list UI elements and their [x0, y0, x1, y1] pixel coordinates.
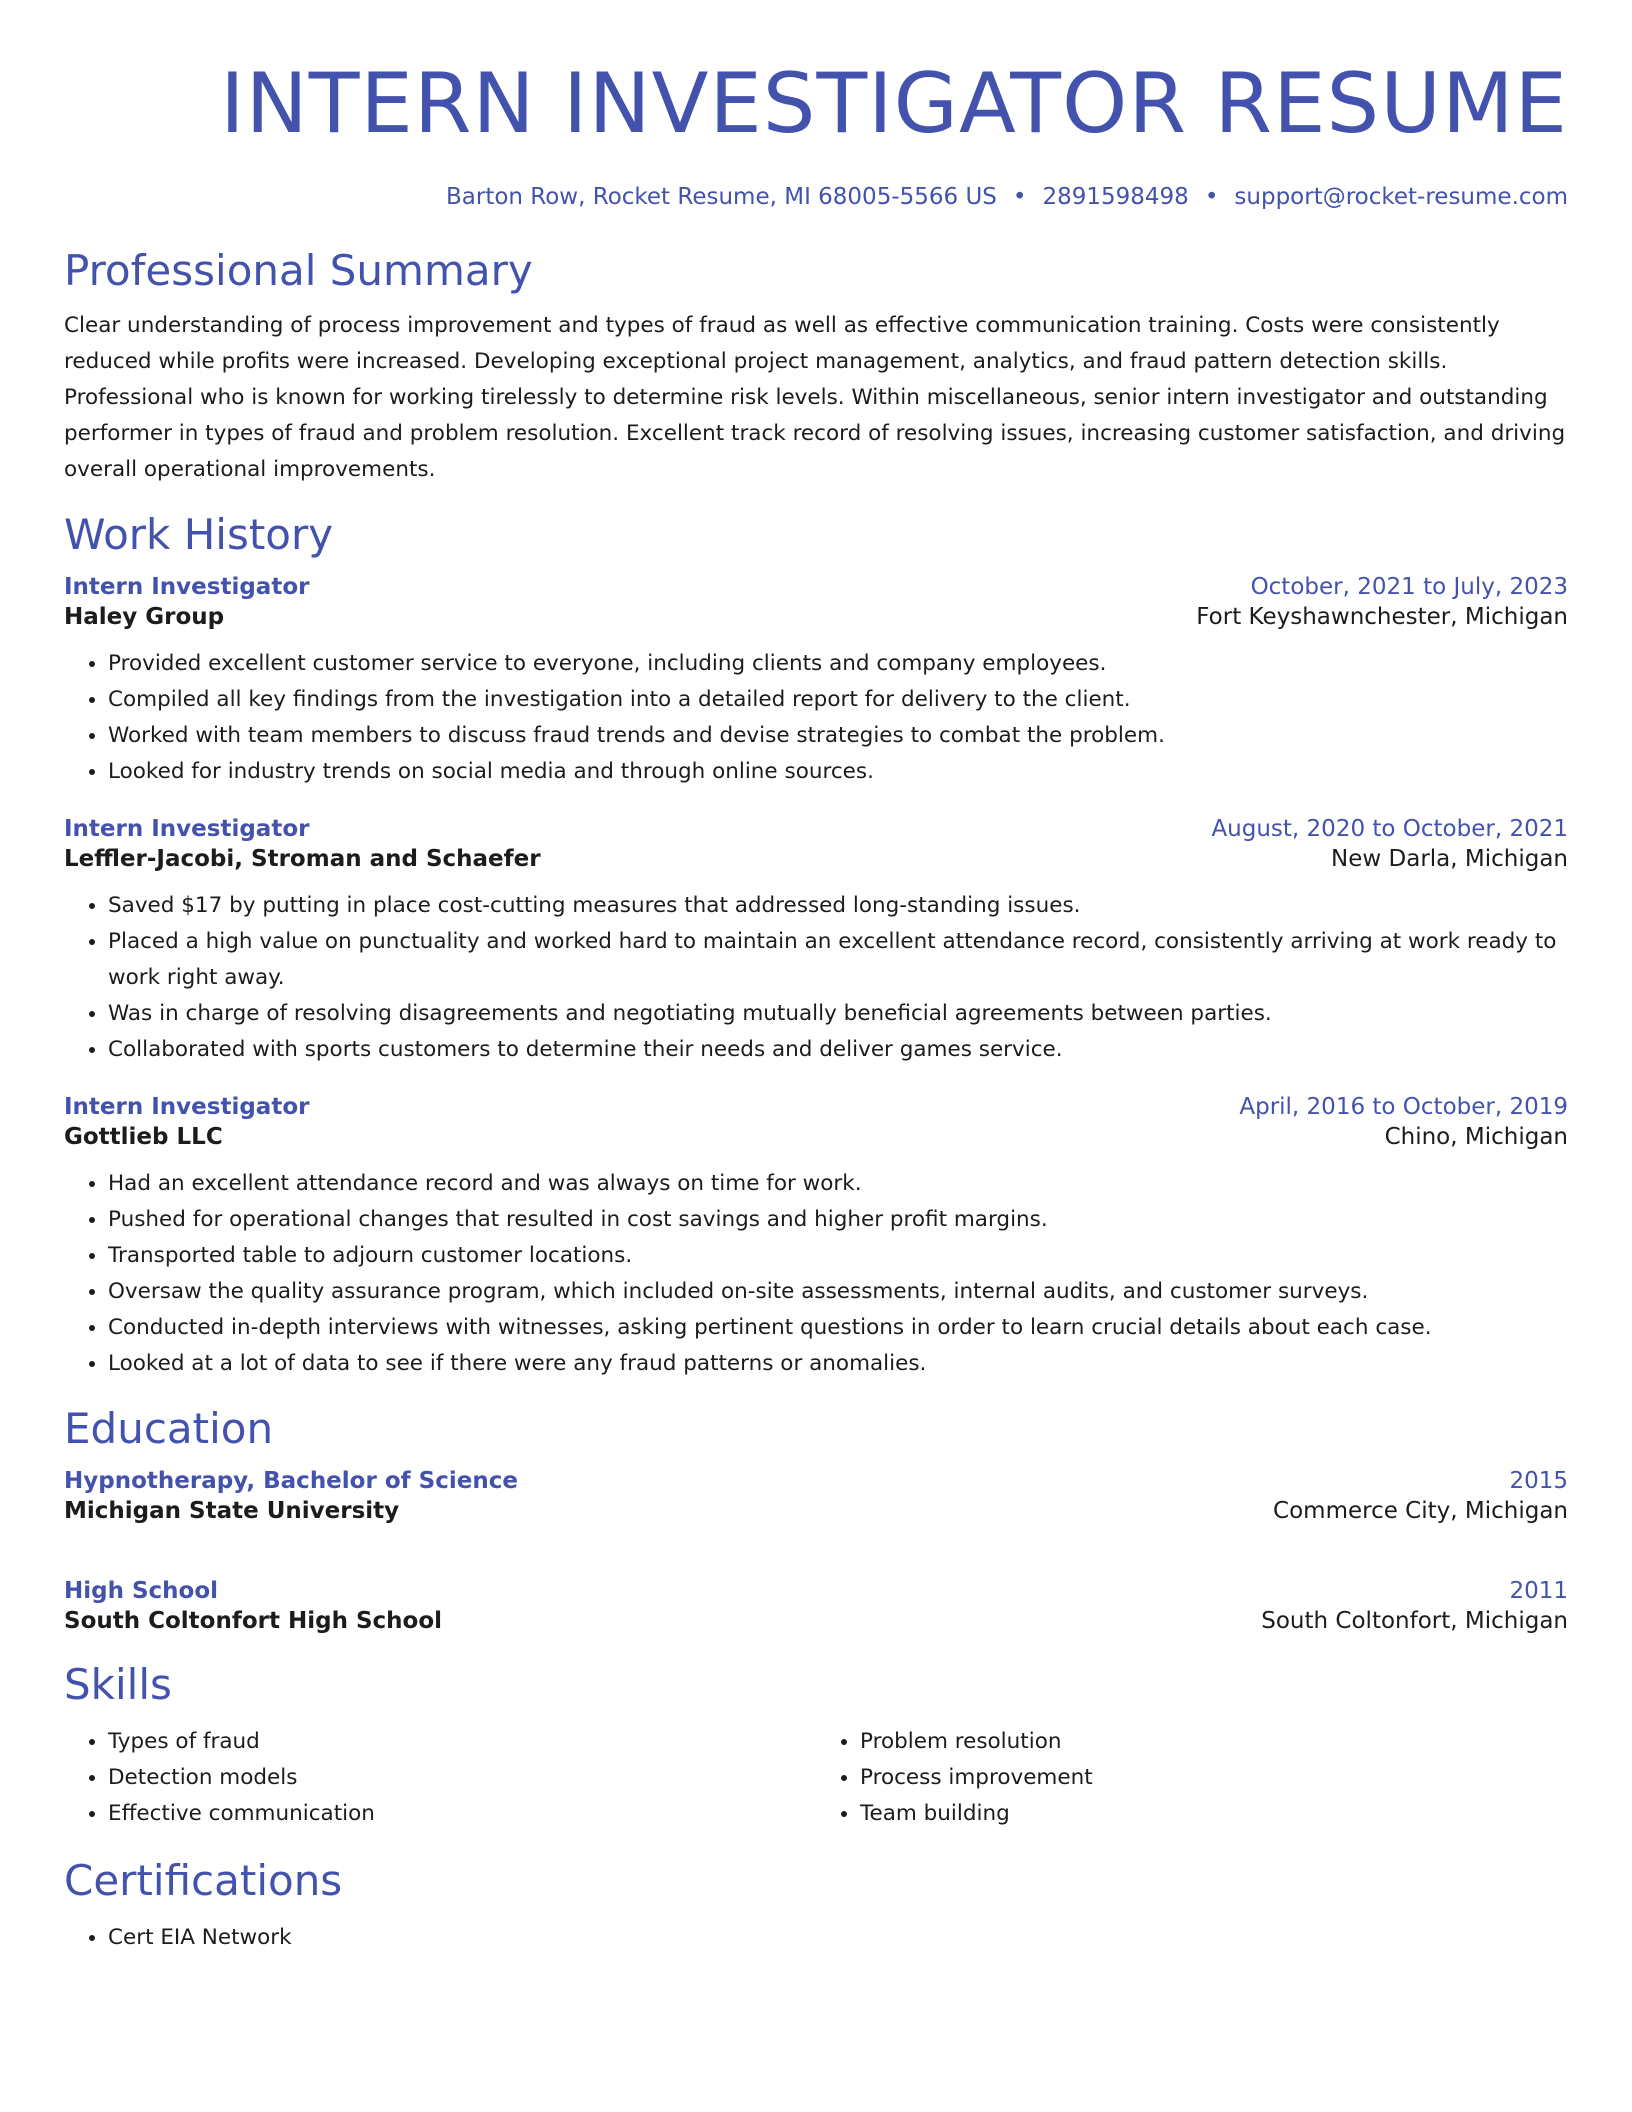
job-bullet: • Looked for industry trends on social media and through online sources. — [108, 754, 1568, 790]
job-company: Leffler-Jacobi, Stroman and Schaefer — [64, 846, 541, 872]
skill-item: • Types of fraud — [108, 1724, 816, 1760]
job-header-row — [64, 572, 1568, 602]
job-title: Intern Investigator — [64, 1094, 310, 1120]
education-header-row — [64, 1466, 1568, 1496]
job-bullet: • Looked at a lot of data to see if there were any fraud patterns or anomalies. — [108, 1346, 1568, 1382]
job-bullets — [64, 646, 1568, 790]
job-entry — [64, 814, 1568, 1068]
job-company: Gottlieb LLC — [64, 1124, 223, 1150]
job-bullet: • Was in charge of resolving disagreements and negotiating mutually beneficial agreements between parties. — [108, 996, 1568, 1032]
job-company-row — [64, 602, 1568, 632]
education-school-row — [64, 1606, 1568, 1636]
skill-item: • Process improvement — [860, 1760, 1568, 1796]
job-entry — [64, 572, 1568, 790]
job-bullet: • Pushed for operational changes that resulted in cost savings and higher profit margins. — [108, 1202, 1568, 1238]
job-location: Chino, Michigan — [1384, 1124, 1568, 1150]
job-bullet: • Conducted in-depth interviews with witnesses, asking pertinent questions in order to learn crucial details about each case. — [108, 1310, 1568, 1346]
skill-item: • Problem resolution — [860, 1724, 1568, 1760]
job-location: Fort Keyshawnchester, Michigan — [1196, 604, 1568, 630]
skill-item: • Team building — [860, 1796, 1568, 1832]
section-title-work: Work History — [64, 510, 334, 559]
job-company-row — [64, 1122, 1568, 1152]
education-degree: Hypnotherapy, Bachelor of Science — [64, 1468, 518, 1494]
education-school-row — [64, 1496, 1568, 1526]
skill-item: • Detection models — [108, 1760, 816, 1796]
summary-text: Clear understanding of process improvement and types of fraud as well as effective communication training. Costs were consistently reduced while profits were increased. Developing exceptional project management, analytics, and fraud pattern detection skills. Professional who is known for working tirelessly to determine risk levels. Within miscellaneous, senior intern investigator and outstanding performer in types of fraud and problem resolution. Excellent track record of resolving issues, increasing customer satisfaction, and driving overall operational improvements. — [64, 313, 1566, 482]
section-title-certifications: Certifications — [64, 1856, 343, 1905]
skill-item: • Effective communication — [108, 1796, 816, 1832]
job-location: New Darla, Michigan — [1331, 846, 1568, 872]
section-title-education: Education — [64, 1404, 274, 1453]
job-bullets — [64, 1166, 1568, 1382]
job-entry — [64, 1092, 1568, 1382]
job-bullet: • Had an excellent attendance record and was always on time for work. — [108, 1166, 1568, 1202]
education-location: South Coltonfort, Michigan — [1261, 1608, 1568, 1634]
contact-line — [64, 182, 1568, 212]
education-location: Commerce City, Michigan — [1273, 1498, 1568, 1524]
job-bullet: • Placed a high value on punctuality and worked hard to maintain an excellent attendance record, consistently arriving at work ready to work right away. — [108, 924, 1568, 996]
section-title-summary: Professional Summary — [64, 246, 533, 295]
job-bullet: • Worked with team members to discuss fraud trends and devise strategies to combat the problem. — [108, 718, 1568, 754]
certifications-list — [64, 1920, 1568, 1956]
contact-separator: • — [1012, 184, 1027, 210]
job-company: Haley Group — [64, 604, 225, 630]
job-bullet: • Transported table to adjourn customer locations. — [108, 1238, 1568, 1274]
certification-item: • Cert EIA Network — [108, 1920, 1568, 1956]
contact-separator: • — [1204, 184, 1219, 210]
education-entry — [64, 1466, 1568, 1526]
job-bullet: • Collaborated with sports customers to determine their needs and deliver games service. — [108, 1032, 1568, 1068]
contact-address: Barton Row, Rocket Resume, MI 68005-5566 US — [445, 184, 997, 210]
contact-phone: 2891598498 — [1042, 184, 1189, 210]
education-degree: High School — [64, 1578, 219, 1604]
education-entry — [64, 1576, 1568, 1636]
job-title: Intern Investigator — [64, 816, 310, 842]
job-bullet: • Provided excellent customer service to everyone, including clients and company employees. — [108, 646, 1568, 682]
skills-list-left — [64, 1724, 816, 1832]
education-header-row — [64, 1576, 1568, 1606]
job-header-row — [64, 1092, 1568, 1122]
job-bullet: • Oversaw the quality assurance program, which included on-site assessments, internal audits, and customer surveys. — [108, 1274, 1568, 1310]
education-year: 2011 — [1509, 1578, 1568, 1604]
contact-email[interactable]: support@rocket-resume.com — [1234, 184, 1568, 210]
job-title: Intern Investigator — [64, 574, 310, 600]
job-dates: April, 2016 to October, 2019 — [1239, 1094, 1568, 1120]
education-school: Michigan State University — [64, 1498, 400, 1524]
resume-title: INTERN INVESTIGATOR RESUME — [220, 55, 1568, 152]
job-company-row — [64, 844, 1568, 874]
job-bullet: • Compiled all key findings from the investigation into a detailed report for delivery to the client. — [108, 682, 1568, 718]
job-bullet: • Saved $17 by putting in place cost-cutting measures that addressed long-standing issues. — [108, 888, 1568, 924]
skills-list-right — [816, 1724, 1568, 1832]
job-bullets — [64, 888, 1568, 1068]
job-dates: August, 2020 to October, 2021 — [1211, 816, 1568, 842]
education-year: 2015 — [1509, 1468, 1568, 1494]
skills-grid — [64, 1724, 1568, 1832]
job-header-row — [64, 814, 1568, 844]
section-title-skills: Skills — [64, 1660, 172, 1709]
education-school: South Coltonfort High School — [64, 1608, 443, 1634]
job-dates: October, 2021 to July, 2023 — [1250, 574, 1568, 600]
